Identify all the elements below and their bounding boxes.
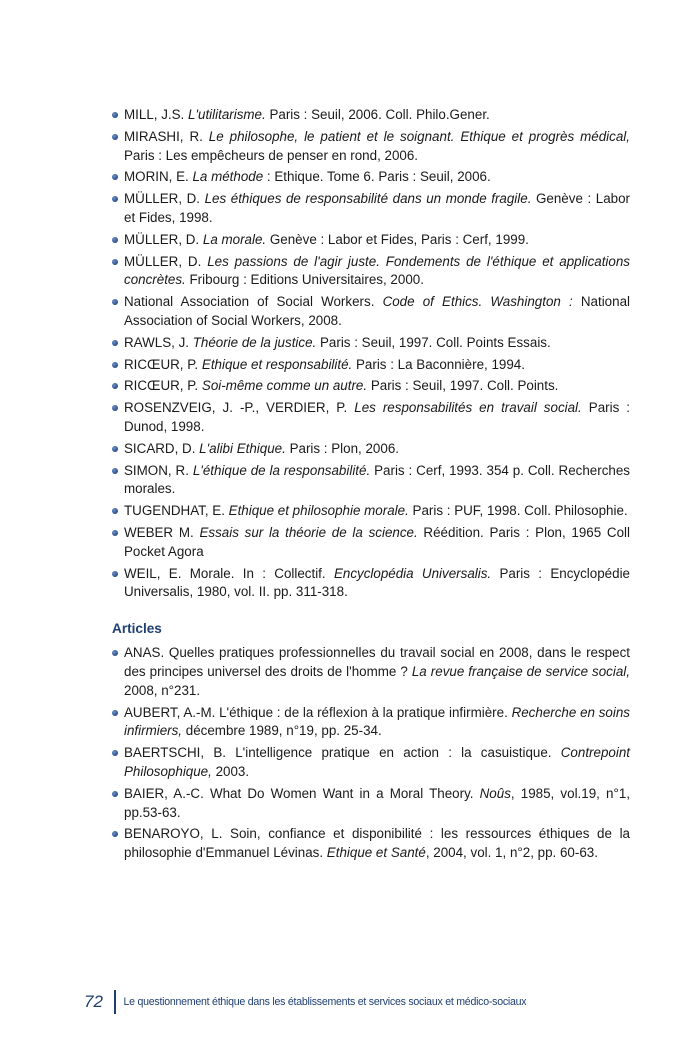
bibliography-entry	[112, 356, 630, 375]
entry-text: Paris : Seuil, 2006. Coll. Philo.Gener.	[265, 107, 490, 122]
entry-text: 2003.	[211, 763, 250, 779]
entry-text: Paris : Dunod, 1998.	[124, 400, 631, 434]
bibliography-entry	[112, 293, 630, 331]
entry-text: SICARD, D.	[124, 440, 200, 456]
bullet-icon	[112, 174, 118, 180]
bullet-icon	[112, 571, 118, 577]
bibliography-entry	[112, 231, 630, 250]
entry-title: Ethique et philosophie morale.	[228, 503, 409, 519]
footer-divider	[114, 990, 116, 1014]
entry-text: WEIL, E. Morale. In : Collectif.	[124, 565, 334, 581]
entry-title: La revue française de service social,	[411, 663, 630, 679]
entry-text: , 1985, vol.19, n°1, pp.53-63.	[124, 785, 630, 820]
bibliography-entry	[112, 565, 630, 603]
entry-title: La morale.	[202, 231, 267, 247]
running-title: Le questionnement éthique dans les établissements et services sociaux et médico-sociaux	[123, 996, 527, 1008]
entry-title: Théorie de la justice.	[192, 334, 317, 350]
entry-title: Contrepoint Philosophique,	[124, 745, 630, 779]
entry-text: RICŒUR, P.	[124, 356, 202, 372]
entry-title: La méthode	[192, 169, 264, 185]
entry-title: L'éthique de la responsabilité.	[192, 462, 371, 478]
bullet-icon	[112, 112, 118, 118]
entry-title: Le philosophe, le patient et le soignant. Ethique et progrès médical,	[208, 128, 630, 144]
entry-text: BAERTSCHI, B. L'intelligence pratique en action : la casuistique.	[124, 745, 561, 761]
bibliography-entry	[112, 462, 630, 500]
entry-text: AUBERT, A.-M. L'éthique : de la réflexion à la pratique infirmière.	[124, 704, 512, 720]
entry-text: MÜLLER, D.	[124, 191, 205, 207]
page-footer	[84, 990, 526, 1014]
page-number: 72	[84, 992, 103, 1011]
entry-text: TUGENDHAT, E.	[124, 503, 229, 519]
entry-title: Les passions de l'agir juste. Fondements de l'éthique et applications concrètes.	[124, 253, 630, 288]
bullet-icon	[112, 340, 118, 346]
entry-text: MÜLLER, D.	[124, 231, 203, 247]
bullet-icon	[112, 383, 118, 389]
bibliography-entry	[112, 644, 630, 700]
entry-text: Paris : Seuil, 1997. Coll. Points.	[367, 378, 559, 394]
bibliography-entry	[112, 440, 630, 459]
entry-text: Réédition. Paris : Plon, 1965 Coll Pocket Agora	[124, 524, 631, 559]
bullet-icon	[112, 831, 118, 837]
entry-text: BENAROYO, L. Soin, confiance et disponibilité : les ressources éthiques de la philosophie d'Emmanuel Lévinas.	[124, 826, 630, 861]
entry-title: Ethique et Santé	[326, 845, 426, 861]
bibliography-entry	[112, 399, 630, 437]
bullet-icon	[112, 650, 118, 656]
entry-text: ROSENZVEIG, J. -P., VERDIER, P.	[124, 400, 355, 416]
bibliography-entry	[112, 190, 630, 228]
articles-heading: Articles	[112, 621, 162, 637]
entry-text: , 2004, vol. 1, n°2, pp. 60-63.	[425, 845, 598, 861]
entry-title: Encyclopédia Universalis.	[333, 565, 492, 581]
entry-text: MIRASHI, R.	[124, 128, 209, 144]
bullet-icon	[112, 468, 118, 474]
bibliography-entry	[112, 825, 630, 863]
bibliography-entry	[112, 502, 630, 521]
bullet-icon	[112, 710, 118, 716]
bullet-icon	[112, 405, 118, 411]
entry-text: Paris : La Baconnière, 1994.	[352, 356, 525, 372]
bibliography-entry	[112, 253, 630, 291]
bullet-icon	[112, 791, 118, 797]
bibliography-entry	[112, 106, 630, 125]
bibliography-entry	[112, 744, 630, 782]
entry-text: Paris : Les empêcheurs de penser en rond, 2006.	[124, 147, 419, 163]
entry-title: Ethique et responsabilité.	[201, 356, 353, 372]
entry-text: BAIER, A.-C. What Do Women Want in a Moral Theory.	[124, 785, 480, 801]
entry-text: Paris : Cerf, 1993. 354 p. Coll. Recherches morales.	[124, 462, 630, 497]
entry-text: Genève : Labor et Fides, 1998.	[124, 191, 631, 225]
bibliography-entry	[112, 524, 630, 562]
bullet-icon	[112, 508, 118, 514]
bibliography-list	[112, 106, 630, 602]
bibliography-entry	[112, 168, 630, 187]
entry-title: Essais sur la théorie de la science.	[199, 524, 418, 540]
bullet-icon	[112, 259, 118, 265]
entry-title: Les responsabilités en travail social.	[354, 400, 582, 416]
bibliography-entry	[112, 377, 630, 396]
bibliography-entry	[112, 785, 630, 823]
entry-text: MORIN, E.	[124, 169, 193, 185]
entry-title: Noûs	[479, 785, 511, 801]
bullet-icon	[112, 299, 118, 305]
articles-list	[112, 644, 630, 863]
entry-title: Code of Ethics. Washington :	[382, 294, 573, 310]
entry-text: Genève : Labor et Fides, Paris : Cerf, 1999.	[266, 231, 529, 247]
entry-text: Paris : Seuil, 1997. Coll. Points Essais.	[316, 334, 551, 350]
bullet-icon	[112, 446, 118, 452]
entry-title: Recherche en soins infirmiers,	[124, 704, 630, 739]
entry-text: RICŒUR, P.	[124, 378, 202, 394]
bullet-icon	[112, 237, 118, 243]
entry-title: Soi-même comme un autre.	[201, 378, 368, 394]
bullet-icon	[112, 362, 118, 368]
page-content	[112, 106, 630, 866]
entry-title: L'utilitarisme.	[188, 107, 266, 122]
bullet-icon	[112, 750, 118, 756]
entry-text: WEBER M.	[124, 524, 200, 540]
bullet-icon	[112, 530, 118, 536]
entry-text: National Association of Social Workers.	[124, 294, 383, 310]
entry-text: SIMON, R.	[124, 462, 193, 478]
entry-text: Fribourg : Editions Universitaires, 2000.	[185, 272, 424, 288]
entry-text: 2008, n°231.	[124, 682, 201, 698]
entry-text: : Ethique. Tome 6. Paris : Seuil, 2006.	[263, 169, 491, 185]
entry-text: décembre 1989, n°19, pp. 25-34.	[182, 723, 382, 739]
bibliography-entry	[112, 128, 630, 166]
entry-title: Les éthiques de responsabilité dans un monde fragile.	[204, 191, 532, 207]
entry-text: MILL, J.S.	[124, 107, 188, 122]
bibliography-entry	[112, 334, 630, 353]
bibliography-entry	[112, 704, 630, 742]
entry-title: L'alibi Ethique.	[199, 440, 286, 456]
entry-text: National Association of Social Workers, 2008.	[124, 294, 630, 328]
entry-text: MÜLLER, D.	[124, 253, 208, 269]
bullet-icon	[112, 196, 118, 202]
entry-text: Paris : Encyclopédie Universalis, 1980, vol. II. pp. 311-318.	[124, 565, 630, 600]
entry-text: RAWLS, J.	[124, 334, 193, 350]
bullet-icon	[112, 134, 118, 140]
entry-text: Paris : PUF, 1998. Coll. Philosophie.	[408, 503, 628, 519]
entry-text: Paris : Plon, 2006.	[285, 440, 399, 456]
entry-text: ANAS. Quelles pratiques professionnelles du travail social en 2008, dans le respect des principes universel des droits de l'homme ?	[124, 645, 630, 679]
